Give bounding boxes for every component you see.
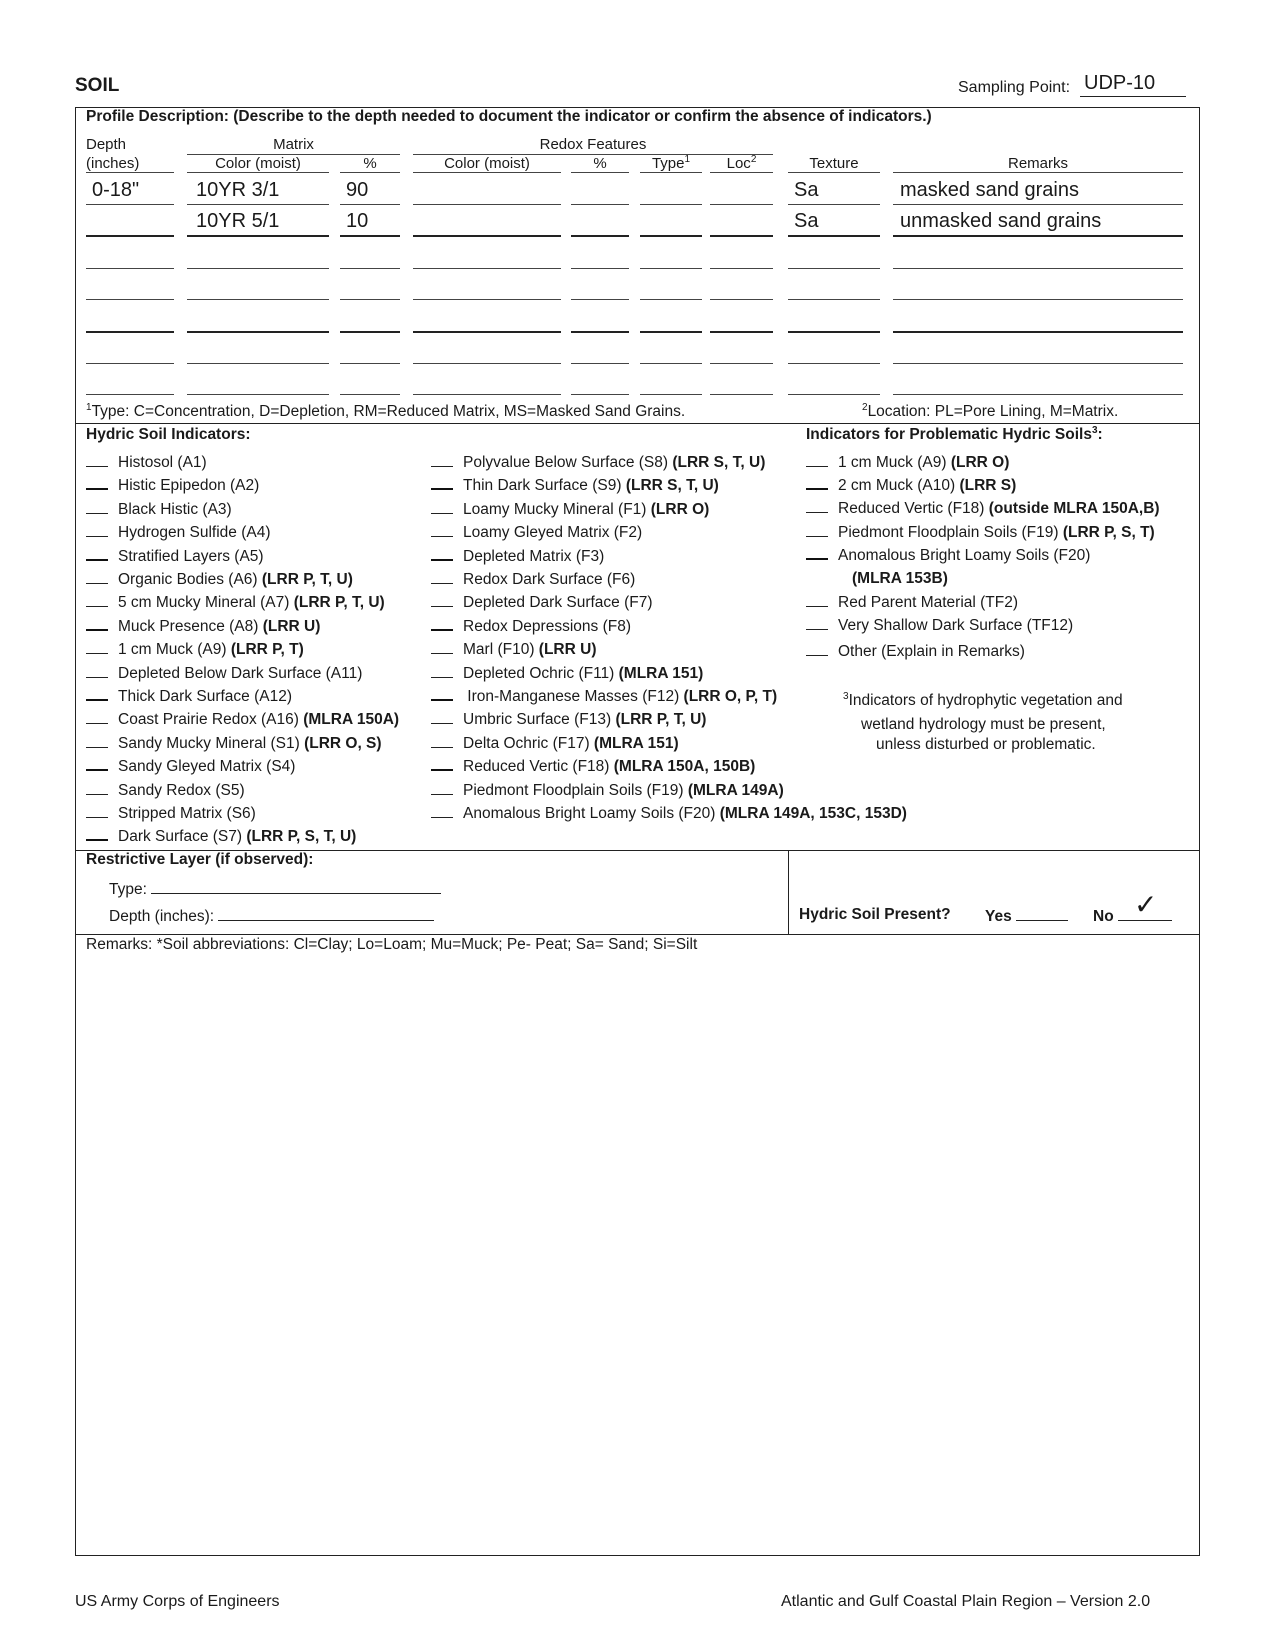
indicator-item (806, 546, 1090, 566)
indicator-region: (MLRA 151) (618, 665, 704, 682)
indicator-item (431, 640, 596, 660)
indicator-item (86, 570, 353, 590)
indicator-checkbox[interactable] (431, 687, 453, 701)
indicator-item (86, 523, 271, 543)
note-line-1: $^3$Indicators of hydrophytic vegetation and (843, 691, 1123, 709)
indicator-item (431, 804, 907, 824)
indicator-label: Muck Presence (A8) (118, 618, 263, 635)
footer-region: Atlantic and Gulf Coastal Plain Region – Version 2.0 (781, 1593, 1151, 1610)
col-redox-type: Type$^1$ (651, 154, 691, 172)
indicator-item (86, 640, 304, 660)
row-rule (640, 331, 702, 333)
col-redox: Redox Features (539, 136, 647, 153)
hydric-present-no: No ✓ (1093, 906, 1172, 926)
indicator-checkbox[interactable] (86, 454, 108, 467)
indicator-checkbox[interactable] (431, 594, 453, 607)
hydric-present-yes: Yes (985, 906, 1068, 926)
row-rule (86, 394, 174, 395)
row-rule (640, 394, 702, 395)
indicator-label: Red Parent Material (TF2) (838, 594, 1019, 611)
row-rule (86, 204, 174, 205)
indicator-label: 5 cm Mucky Mineral (A7) (118, 594, 294, 611)
row-rule (893, 331, 1183, 333)
row-rule (86, 331, 174, 333)
col-remarks-underline (893, 172, 1183, 173)
row1-matrix-pct[interactable]: 90 (346, 179, 369, 201)
row-rule (893, 363, 1183, 364)
indicator-checkbox[interactable] (806, 643, 828, 656)
indicator-item (431, 453, 765, 473)
row-rule (640, 363, 702, 364)
indicator-checkbox[interactable] (86, 594, 108, 607)
col-depth-top: Depth (86, 136, 127, 153)
footnote-location: $^2$Location: PL=Pore Lining, M=Matrix. (862, 402, 1119, 420)
restrictive-heading: Restrictive Layer (if observed): (86, 851, 314, 868)
indicator-item (431, 593, 653, 613)
indicator-label: Iron-Manganese Masses (F12) (463, 688, 684, 705)
row-rule (413, 363, 561, 364)
indicator-label: Sandy Gleyed Matrix (S4) (118, 758, 296, 775)
row-rule (788, 235, 880, 237)
indicator-region: (LRR P, T, U) (261, 571, 353, 588)
indicator-region: (outside MLRA 150A,B) (988, 500, 1160, 517)
indicator-region: (LRR O) (950, 454, 1010, 471)
indicator-checkbox[interactable] (86, 805, 108, 818)
indicator-item (86, 804, 256, 824)
row-rule (86, 299, 174, 300)
row-rule (86, 268, 174, 269)
indicator-label: Sandy Redox (S5) (118, 782, 245, 799)
row-rule (893, 235, 1183, 237)
indicator-item (86, 547, 264, 567)
indicator-label: Histic Epipedon (A2) (118, 477, 260, 494)
row-rule (413, 204, 561, 205)
row-rule (571, 363, 629, 364)
col-depth-underline (86, 172, 174, 173)
indicator-item (806, 642, 1025, 662)
indicator-checkbox[interactable] (431, 782, 453, 795)
row2-matrix-pct[interactable]: 10 (346, 210, 369, 232)
col-redox-pct: % (593, 155, 607, 172)
indicator-checkbox[interactable] (806, 546, 828, 560)
row-rule (413, 268, 561, 269)
row-rule (340, 299, 400, 300)
indicator-label: Umbric Surface (F13) (463, 711, 616, 728)
indicator-checkbox[interactable] (86, 571, 108, 584)
row-rule (893, 268, 1183, 269)
indicator-item (806, 453, 1009, 473)
row-rule (710, 394, 773, 395)
divider-remarks (75, 934, 1200, 935)
indicator-checkbox[interactable] (806, 500, 828, 513)
indicator-item (806, 499, 1160, 519)
col-redox-pct-underline (571, 172, 629, 173)
indicator-item (431, 781, 784, 801)
row-rule (187, 394, 329, 395)
indicator-region: (LRR O, S) (304, 735, 382, 752)
row-rule (710, 268, 773, 269)
indicator-checkbox[interactable] (431, 547, 453, 561)
indicator-region: (MLRA 149A, 153C, 153D) (719, 805, 907, 822)
indicator-item (431, 757, 755, 777)
row-rule (571, 331, 629, 333)
indicator-item (431, 523, 642, 543)
restrictive-depth: Depth (inches): (109, 906, 434, 926)
col-matrix: Matrix (273, 136, 314, 153)
indicator-checkbox[interactable] (431, 454, 453, 467)
row-rule (187, 204, 329, 205)
row-rule (571, 235, 629, 237)
indicator-checkbox[interactable] (86, 711, 108, 724)
indicator-checkbox[interactable] (806, 524, 828, 537)
indicator-item (431, 500, 709, 520)
indicator-checkbox[interactable] (86, 547, 108, 561)
indicator-item (431, 664, 703, 684)
indicator-label: Hydrogen Sulfide (A4) (118, 524, 271, 541)
row-rule (340, 394, 400, 395)
indicator-checkbox[interactable] (86, 827, 108, 841)
indicator-item (86, 757, 295, 777)
row-rule (893, 394, 1183, 395)
note-line-2: wetland hydrology must be present, (861, 716, 1106, 733)
row-rule (788, 363, 880, 364)
col-matrix-pct: % (363, 155, 377, 172)
indicator-label: Marl (F10) (463, 641, 539, 658)
divider-restrictive-vertical (788, 850, 789, 934)
indicator-checkbox[interactable] (431, 617, 453, 631)
page-title: SOIL (75, 75, 120, 96)
col-redox-color: Color (moist) (444, 155, 530, 172)
col-redox-color-underline (413, 172, 561, 173)
col-redox-loc: Loc$^2$ (726, 154, 757, 172)
row-rule (640, 268, 702, 269)
indicator-item (86, 827, 356, 847)
row-rule (340, 268, 400, 269)
indicator-checkbox[interactable] (86, 782, 108, 795)
indicator-label: 1 cm Muck (A9) (118, 641, 231, 658)
indicator-label: Histosol (A1) (118, 454, 207, 471)
indicator-item (86, 781, 245, 801)
indicator-checkbox[interactable] (86, 617, 108, 631)
indicator-label: Stripped Matrix (S6) (118, 805, 256, 822)
indicator-label: Redox Dark Surface (F6) (463, 571, 636, 588)
indicator-item (86, 476, 259, 496)
indicator-region: (LRR S) (959, 477, 1017, 494)
row2-remarks[interactable]: unmasked sand grains (900, 210, 1102, 232)
col-texture: Texture (809, 155, 859, 172)
indicator-item (86, 500, 232, 520)
row1-remarks[interactable]: masked sand grains (900, 179, 1079, 201)
restrictive-type: Type: (109, 879, 441, 899)
indicator-item (86, 664, 362, 684)
indicator-checkbox[interactable] (86, 476, 108, 490)
row-rule (640, 204, 702, 205)
indicator-item (86, 710, 399, 730)
indicator-checkbox[interactable] (806, 454, 828, 467)
indicator-checkbox[interactable] (431, 571, 453, 584)
indicator-checkbox[interactable] (431, 501, 453, 514)
indicator-label: Reduced Vertic (F18) (838, 500, 989, 517)
indicator-label: Organic Bodies (A6) (118, 571, 262, 588)
indicator-label: Loamy Gleyed Matrix (F2) (463, 524, 643, 541)
indicator-item (86, 734, 382, 754)
row-rule (413, 394, 561, 395)
remarks-text[interactable]: Remarks: *Soil abbreviations: Cl=Clay; Lo=Loam; Mu=Muck; Pe- Peat; Sa= Sand; Si=Silt (86, 936, 698, 953)
col-redox-type-underline (640, 172, 702, 173)
indicator-item (431, 617, 631, 637)
row-rule (571, 204, 629, 205)
indicator-label: Sandy Mucky Mineral (S1) (118, 735, 305, 752)
row-rule (710, 235, 773, 237)
row-rule (788, 394, 880, 395)
row-rule (187, 235, 329, 237)
indicator-item (86, 453, 207, 473)
profile-heading: Profile Description: (Describe to the depth needed to document the indicator or confirm the absence of indicators.) (86, 108, 932, 125)
indicator-label: Other (Explain in Remarks) (838, 643, 1025, 660)
indicator-item (806, 593, 1018, 613)
indicator-region: (LRR P, S, T) (1062, 524, 1155, 541)
indicator-label: Coast Prairie Redox (A16) (118, 711, 304, 728)
divider-hydric (75, 423, 1200, 424)
indicator-item (431, 570, 635, 590)
indicator-checkbox[interactable] (86, 524, 108, 537)
problematic-heading: Indicators for Problematic Hydric Soils$^3$: (806, 425, 1103, 443)
row-rule (340, 204, 400, 205)
indicator-label: Piedmont Floodplain Soils (F19) (463, 782, 688, 799)
indicator-label: Black Histic (A3) (118, 501, 232, 518)
note-line-3: unless disturbed or problematic. (876, 736, 1096, 753)
indicator-item (86, 687, 292, 707)
indicator-region: (LRR O) (650, 501, 710, 518)
footnote-type: $^1$Type: C=Concentration, D=Depletion, RM=Reduced Matrix, MS=Masked Sand Grains. (86, 402, 686, 420)
row-rule (413, 235, 561, 237)
indicator-checkbox[interactable] (86, 641, 108, 654)
col-depth-bottom: (inches) (86, 155, 140, 172)
col-remarks: Remarks (1007, 155, 1068, 172)
row1-texture[interactable]: Sa (794, 179, 819, 201)
row-rule (640, 299, 702, 300)
problematic-continuation: (MLRA 153B) (852, 570, 948, 587)
indicator-label: Depleted Ochric (F11) (463, 665, 619, 682)
col-redox-loc-underline (710, 172, 773, 173)
indicator-label: Polyvalue Below Surface (S8) (463, 454, 673, 471)
restrictive-depth-field[interactable] (218, 906, 434, 921)
row-rule (640, 235, 702, 237)
row-rule (710, 363, 773, 364)
row1-depth[interactable]: 0-18" (92, 179, 140, 201)
row-rule (893, 299, 1183, 300)
check-mark-icon: ✓ (1133, 889, 1158, 920)
indicator-checkbox[interactable] (806, 594, 828, 607)
row-rule (413, 299, 561, 300)
col-matrix-pct-underline (340, 172, 400, 173)
row-rule (187, 363, 329, 364)
indicator-region: (MLRA 151) (593, 735, 679, 752)
indicator-region: (LRR O, P, T) (683, 688, 778, 705)
indicator-label: Dark Surface (S7) (118, 828, 247, 845)
row-rule (571, 268, 629, 269)
col-matrix-color-underline (187, 172, 329, 173)
yes-field[interactable] (1016, 906, 1068, 921)
row-rule (340, 331, 400, 333)
restrictive-type-field[interactable] (151, 879, 441, 894)
indicator-label: Thin Dark Surface (S9) (463, 477, 626, 494)
indicator-label: 1 cm Muck (A9) (838, 454, 951, 471)
row2-matrix-color[interactable]: 10YR 5/1 (196, 210, 280, 232)
indicator-item (431, 734, 679, 754)
indicator-checkbox[interactable] (431, 711, 453, 724)
row2-texture[interactable]: Sa (794, 210, 819, 232)
indicator-label: Piedmont Floodplain Soils (F19) (838, 524, 1063, 541)
indicator-checkbox[interactable] (431, 476, 453, 490)
row-rule (710, 331, 773, 333)
indicator-region: (LRR U) (262, 618, 321, 635)
col-matrix-color: Color (moist) (215, 155, 301, 172)
indicator-region: (LRR P, S, T, U) (246, 828, 357, 845)
indicator-region: (MLRA 150A, 150B) (613, 758, 756, 775)
indicator-item (806, 476, 1016, 496)
indicator-label: Depleted Dark Surface (F7) (463, 594, 653, 611)
col-texture-underline (788, 172, 880, 173)
indicator-region: (LRR P, T, U) (293, 594, 385, 611)
row-rule (893, 204, 1183, 205)
row-rule (788, 204, 880, 205)
indicator-region: (LRR U) (538, 641, 597, 658)
row-rule (413, 331, 561, 333)
row-rule (187, 331, 329, 333)
indicator-region: (LRR P, T, U) (615, 711, 707, 728)
indicator-checkbox[interactable] (431, 757, 453, 771)
indicator-item (806, 616, 1073, 636)
indicator-item (431, 476, 719, 496)
row-rule (571, 299, 629, 300)
indicator-label: Anomalous Bright Loamy Soils (F20) (463, 805, 720, 822)
row-rule (710, 299, 773, 300)
indicator-item (86, 617, 320, 637)
indicator-label: Reduced Vertic (F18) (463, 758, 614, 775)
row-rule (788, 268, 880, 269)
row-rule (86, 363, 174, 364)
indicator-checkbox[interactable] (806, 476, 828, 490)
indicator-item (431, 547, 604, 567)
indicator-region: (LRR S, T, U) (625, 477, 719, 494)
indicator-label: Redox Depressions (F8) (463, 618, 631, 635)
row-rule (86, 235, 174, 237)
row-rule (571, 394, 629, 395)
row-rule (187, 299, 329, 300)
indicator-item (806, 523, 1155, 543)
indicator-checkbox[interactable] (86, 735, 108, 748)
hydric-present-label: Hydric Soil Present? (799, 906, 951, 923)
indicator-checkbox[interactable] (431, 641, 453, 654)
indicator-checkbox[interactable] (86, 757, 108, 771)
indicator-region: (MLRA 149A) (687, 782, 784, 799)
row-rule (788, 299, 880, 300)
hydric-heading: Hydric Soil Indicators: (86, 426, 251, 443)
row1-matrix-color[interactable]: 10YR 3/1 (196, 179, 280, 201)
indicator-item (86, 593, 385, 613)
row-rule (788, 331, 880, 333)
sampling-point-label: Sampling Point: (958, 79, 1071, 96)
indicator-checkbox[interactable] (86, 501, 108, 514)
indicator-region: (MLRA 150A) (303, 711, 400, 728)
row-rule (340, 363, 400, 364)
indicator-region: (LRR P, T) (230, 641, 304, 658)
indicator-checkbox[interactable] (86, 665, 108, 678)
indicator-label: Very Shallow Dark Surface (TF12) (838, 617, 1074, 634)
indicator-checkbox[interactable] (86, 687, 108, 701)
indicator-checkbox[interactable] (806, 617, 828, 630)
row-rule (710, 204, 773, 205)
row-rule (340, 235, 400, 237)
indicator-label: 2 cm Muck (A10) (838, 477, 960, 494)
indicator-checkbox[interactable] (431, 805, 453, 818)
indicator-checkbox[interactable] (431, 524, 453, 537)
indicator-item (431, 687, 777, 707)
indicator-label: Stratified Layers (A5) (118, 548, 264, 565)
sampling-point-value[interactable]: UDP-10 (1080, 72, 1186, 97)
footer-agency: US Army Corps of Engineers (75, 1593, 280, 1610)
indicator-label: Loamy Mucky Mineral (F1) (463, 501, 651, 518)
indicator-region: (LRR S, T, U) (672, 454, 766, 471)
indicator-label: Depleted Matrix (F3) (463, 548, 605, 565)
indicator-checkbox[interactable] (431, 735, 453, 748)
row-rule (187, 268, 329, 269)
indicator-label: Thick Dark Surface (A12) (118, 688, 292, 705)
indicator-label: Anomalous Bright Loamy Soils (F20) (838, 547, 1091, 564)
indicator-item (431, 710, 706, 730)
indicator-label: Depleted Below Dark Surface (A11) (118, 665, 363, 682)
indicator-checkbox[interactable] (431, 665, 453, 678)
indicator-label: Delta Ochric (F17) (463, 735, 594, 752)
